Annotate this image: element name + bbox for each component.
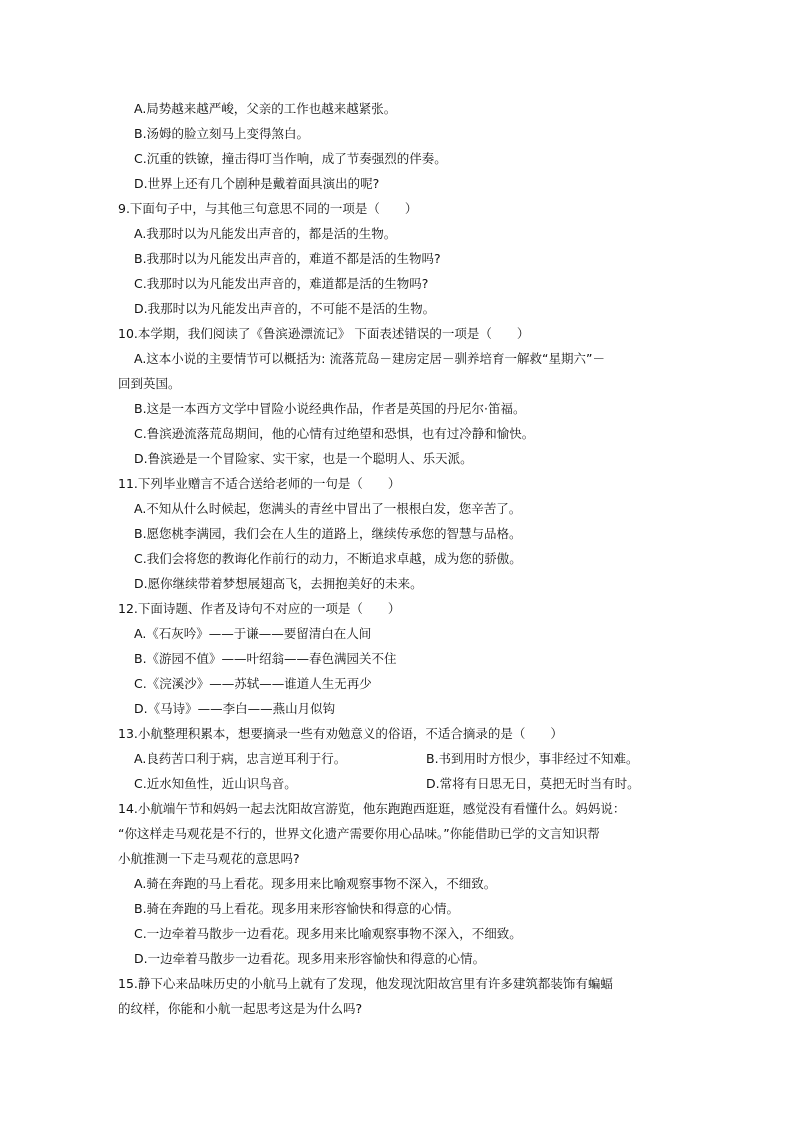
q10-option-c: C.鲁滨逊流落荒岛期间，他的心情有过绝望和恐惧，也有过冷静和愉快。 [134, 426, 535, 441]
q9-option-b: B.我那时以为凡能发出声音的，难道不都是活的生物吗? [134, 251, 441, 266]
q14-option-a: A.骑在奔跑的马上看花。现多用来比喻观察事物不深入，不细致。 [134, 876, 497, 891]
q8-option-b: B.汤姆的脸立刻马上变得煞白。 [134, 126, 310, 141]
q12-option-d: D.《马诗》——李白——燕山月似钩 [134, 701, 336, 716]
q14-stem-line-3: 小航推测一下走马观花的意思吗? [118, 851, 300, 866]
q14-option-d: D.一边牵着马散步一边看花。现多用来形容愉快和得意的心情。 [134, 951, 486, 966]
q14-stem-line-1: 14.小航端午节和妈妈一起去沈阳故宫游览，他东跑跑西逛逛，感觉没有看懂什么。妈妈说： [118, 801, 626, 816]
q10-option-a: A.这本小说的主要情节可以概括为: 流落荒岛－建房定居－驯养培育一解救“星期六”－ [134, 351, 605, 366]
q12-stem: 12.下面诗题、作者及诗句不对应的一项是（ ） [118, 601, 401, 616]
q13-options-row-1 [118, 746, 678, 771]
q10-option-d: D.鲁滨逊是一个冒险家、实干家，也是一个聪明人、乐天派。 [134, 451, 473, 466]
q12-option-a: A.《石灰吟》——于谦——要留清白在人间 [134, 626, 372, 641]
q11-stem: 11.下列毕业赠言不适合送给老师的一句是（ ） [118, 476, 401, 491]
q14-stem-line-2: “你这样走马观花是不行的，世界文化遗产需要你用心品味。”你能借助已学的文言知识帮 [118, 826, 600, 841]
q14-option-c: C.一边牵着马散步一边看花。现多用来比喻观察事物不深入，不细致。 [134, 926, 522, 941]
q11-option-b: B.愿您桃李满园，我们会在人生的道路上，继续传承您的智慧与品格。 [134, 526, 522, 541]
q13-option-d: D.常将有日思无日，莫把无时当有时。 [426, 776, 640, 791]
q13-option-b: B.书到用时方恨少，事非经过不知难。 [426, 751, 639, 766]
q12-option-c: C.《浣溪沙》——苏轼——谁道人生无再少 [134, 676, 372, 691]
q13-stem: 13.小航整理积累本，想要摘录一些有劝勉意义的俗语，不适合摘录的是（ ） [118, 726, 563, 741]
q9-stem: 9.下面句子中，与其他三句意思不同的一项是（ ） [118, 201, 418, 216]
q9-option-c: C.我那时以为凡能发出声音的，难道都是活的生物吗? [134, 276, 429, 291]
q8-option-c: C.沉重的铁镣，撞击得叮当作响，成了节奏强烈的伴奏。 [134, 151, 447, 166]
q8-option-a: A.局势越来越严峻，父亲的工作也越来越紧张。 [134, 101, 397, 116]
q13-option-a: A.良药苦口利于病，忠言逆耳利于行。 [134, 751, 347, 766]
q11-option-a: A.不知从什么时候起，您满头的青丝中冒出了一根根白发，您辛苦了。 [134, 501, 522, 516]
q15-stem-line-1: 15.静下心来品味历史的小航马上就有了发现，他发现沈阳故宫里有许多建筑都装饰有蝙蝠 [118, 976, 613, 991]
q8-option-d: D.世界上还有几个剧种是戴着面具演出的呢? [134, 176, 380, 191]
q13-option-c: C.近水知鱼性，近山识鸟音。 [134, 776, 297, 791]
q9-option-d: D.我那时以为凡能发出声音的，不可能不是活的生物。 [134, 301, 436, 316]
q13-options-row-2 [118, 771, 678, 796]
q10-option-b: B.这是一本西方文学中冒险小说经典作品，作者是英国的丹尼尔·笛福。 [134, 401, 526, 416]
q10-option-a-continued: 回到英国。 [118, 376, 181, 391]
q15-stem-line-2: 的纹样，你能和小航一起思考这是为什么吗? [118, 1001, 363, 1016]
q10-stem: 10.本学期，我们阅读了《鲁滨逊漂流记》 下面表述错误的一项是（ ） [118, 326, 530, 341]
q14-option-b: B.骑在奔跑的马上看花。现多用来形容愉快和得意的心情。 [134, 901, 460, 916]
q12-option-b: B.《游园不值》——叶绍翁——春色满园关不住 [134, 651, 397, 666]
question-list [118, 96, 678, 1021]
q11-option-c: C.我们会将您的教诲化作前行的动力，不断追求卓越，成为您的骄傲。 [134, 551, 522, 566]
q11-option-d: D.愿你继续带着梦想展翅高飞，去拥抱美好的未来。 [134, 576, 423, 591]
q9-option-a: A.我那时以为凡能发出声音的，都是活的生物。 [134, 226, 397, 241]
